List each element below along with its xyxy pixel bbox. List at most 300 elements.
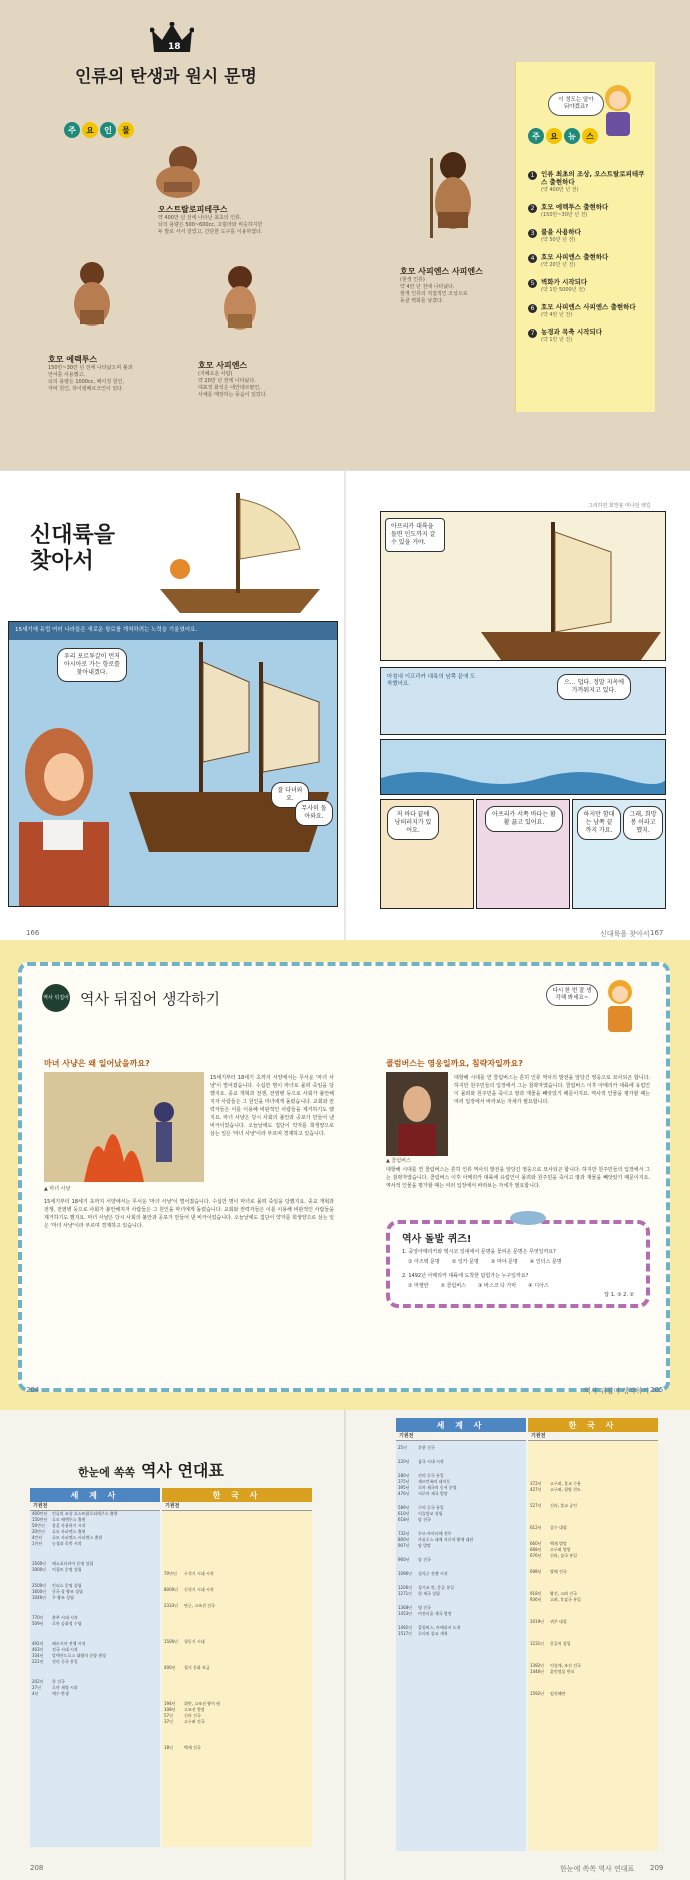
- era-label: 기원전: [162, 1502, 312, 1511]
- image-caption: ▲ 콜럼버스: [386, 1158, 411, 1164]
- panel-caption: 15세기에 유럽 여러 나라들은 새로운 항로를 개척하려는 노력을 기울였어요.: [15, 627, 198, 633]
- event: 명 건국: [418, 1605, 431, 1610]
- event: 신라, 불교 공인: [550, 1503, 577, 1508]
- speech-bubble: 잘 다녀와요.: [271, 782, 309, 808]
- caveman-illustration: [210, 262, 270, 352]
- quiz-options: [408, 1258, 562, 1265]
- speech-bubble: 으… 덥다. 정말 지옥에 가까워지고 있다.: [557, 674, 631, 700]
- event: 주 왕조 성립: [52, 1595, 74, 1600]
- year: 427년: [530, 1487, 542, 1492]
- page-number-right: 167: [650, 929, 664, 937]
- year: 2500년: [32, 1583, 47, 1588]
- year: 960년: [398, 1557, 410, 1562]
- spread-comic: [0, 470, 690, 940]
- title-main: 역사 연대표: [140, 1461, 224, 1480]
- quiz-answer: 답 1. ③ 2. ②: [604, 1292, 634, 1298]
- news-sub: (약 4만 년 전): [541, 312, 573, 318]
- news-text: 호모 사피엔스 출현하다: [541, 253, 609, 261]
- quiz-question: 2. 1492년 아메리카 대륙에 도착한 탐험가는 누구일까요?: [402, 1273, 529, 1279]
- event: 인류의 조상 오스트랄로피테쿠스 출현: [52, 1511, 118, 1516]
- event: 호모 사피엔스 출현: [52, 1529, 86, 1534]
- reader-character: [596, 82, 640, 142]
- event: 고구려, 불교 수용: [550, 1481, 581, 1486]
- event: 로마 공화정 수립: [52, 1621, 82, 1626]
- table-row: [396, 1491, 526, 1497]
- event: 루터의 종교 개혁: [418, 1631, 448, 1636]
- table-row: [528, 1503, 658, 1509]
- event: 페르시아 전쟁 시작: [52, 1641, 86, 1646]
- whale-icon: [508, 1206, 548, 1226]
- year: 27년: [32, 1685, 41, 1690]
- table-row: [30, 1541, 160, 1547]
- comic-panel: [8, 621, 338, 907]
- list-item: [528, 328, 650, 343]
- running-caption: 그러하면 희망봉 머나먼 뱃길: [588, 503, 651, 509]
- comic-panel: [380, 739, 666, 795]
- timeline-body: [162, 1511, 312, 1847]
- era-label: 기원전: [396, 1432, 526, 1441]
- spread-rethink: [0, 940, 690, 1410]
- badge-char: 요: [82, 122, 98, 138]
- table-row: [396, 1557, 526, 1563]
- event: 콜럼버스, 아메리카 도착: [418, 1625, 461, 1630]
- table-row: [396, 1459, 526, 1465]
- person-sub: (지혜로운 사람): [198, 371, 233, 377]
- speech-bubble: 아프리카 서쪽 바다는 활활 끓고 있어요.: [485, 806, 563, 832]
- section-logo: 역사 뒤집어: [42, 984, 70, 1012]
- quiz-title: 역사 돌발 퀴즈!: [402, 1234, 472, 1245]
- person-card: [400, 266, 512, 305]
- table-row: [30, 1621, 160, 1627]
- speech-bubble: 저 바다 끝에 낭떠러지가 있어요.: [387, 806, 439, 840]
- event: 원 제국 성립: [418, 1591, 440, 1596]
- news-text: 호모 에렉투스 출현하다: [541, 203, 609, 211]
- year: 527년: [530, 1503, 542, 1508]
- table-row: [162, 1745, 312, 1751]
- badge-char: 주: [528, 128, 544, 144]
- table-row: [30, 1659, 160, 1665]
- news-text: 호모 사피엔스 사피엔스 출현하다: [541, 303, 636, 311]
- news-text: 불을 사용하다: [541, 228, 581, 236]
- event: 삼국 시대 시작: [418, 1459, 444, 1464]
- guide-character: [600, 976, 640, 1036]
- quiz-question: 1. 중앙아메리카와 멕시코 일대에서 문명을 꽃피운 문명은 무엇일까요?: [402, 1249, 556, 1255]
- year: 37년: [164, 1719, 173, 1724]
- event: 고구려 건국: [184, 1719, 205, 1724]
- list-item: [528, 170, 650, 193]
- news-sub: (약 20만 년 전): [541, 262, 576, 268]
- event: 카롤루스 대제 서로마 황제 대관: [418, 1537, 474, 1542]
- table-row: [528, 1569, 658, 1575]
- year: 589년: [398, 1505, 410, 1510]
- year: 334년: [32, 1653, 44, 1658]
- column-header: 세 계 사: [396, 1418, 526, 1432]
- badge-char: 인: [100, 122, 116, 138]
- panel-narration: 마침내 이프리카 대륙의 남쪽 끝에 도착했어요.: [387, 674, 476, 687]
- fire-icon: [44, 1072, 204, 1182]
- timeline-korea-left: [162, 1488, 312, 1847]
- table-row: [396, 1445, 526, 1451]
- news-text: 농경과 목축 시작되다: [541, 328, 603, 336]
- running-head: 한눈에 쏙쏙 역사 연대표: [560, 1865, 635, 1873]
- year: 194년: [164, 1701, 176, 1706]
- key-people-badge: [64, 122, 134, 138]
- event: 칭기즈 칸, 몽골 통일: [418, 1585, 454, 1590]
- person-sub: (현생 인류): [400, 277, 425, 283]
- quiz-option[interactable]: ① 마젤란: [408, 1283, 429, 1289]
- year: 2333년: [164, 1603, 179, 1608]
- event: 중국 상 왕조 성립: [52, 1589, 83, 1594]
- event: 한 건국: [52, 1679, 65, 1684]
- year: 1600년: [32, 1589, 47, 1594]
- event: 고구려, 평양 천도: [550, 1487, 581, 1492]
- news-text: 인류 최초의 조상, 오스트랄로피테쿠스 출현하다: [541, 170, 645, 186]
- speech-bubble: 그래, 희망봉 이라고 했지.: [623, 806, 663, 840]
- speech-bubble: 다시 한 번 잘 생각해 봐세요~: [546, 984, 598, 1006]
- person-name: 호모 에렉투스: [48, 355, 98, 364]
- year: 220년: [398, 1459, 410, 1464]
- column-header: 한 국 사: [162, 1488, 312, 1502]
- person-name: 호모 사피엔스: [198, 361, 248, 370]
- list-item: [528, 253, 650, 268]
- year: 221년: [32, 1659, 44, 1664]
- title-line: 찾아서: [30, 549, 94, 574]
- quiz-option[interactable]: ④ 디아스: [528, 1283, 549, 1289]
- event: 알렉산드로스 대왕의 동방 원정: [52, 1653, 107, 1658]
- year: 918년: [530, 1591, 542, 1596]
- person-desc: 동굴 벽화를 남겼다.: [400, 298, 444, 304]
- year: 8000년: [164, 1587, 179, 1592]
- caveman-illustration: [62, 258, 122, 348]
- page-number-left: 166: [26, 929, 40, 937]
- person-desc: 현재 인류의 직접적인 조상으로: [400, 291, 468, 297]
- year: 1019년: [530, 1619, 545, 1624]
- news-badge: [528, 128, 598, 144]
- person-desc: 약 4만 년 전에 나타났다.: [400, 284, 455, 290]
- event: 십자군 전쟁 시작: [418, 1571, 448, 1576]
- timeline-body: [528, 1441, 658, 1851]
- left-text-continued: 15세기부터 18세기 초까지 서양에서는 무서운 '마녀 사냥'이 벌어졌습니다. 수십만 명이 마녀로 몰려 죽임을 당했지요. 종교 개혁과 전쟁, 전염병 등으로 사회가 불안해지자 사람들은 그 원인을 마녀에게 돌렸습니다. 교회와 권력자들은 이를 이용해 비판적인 사람들을 제거하기도 했지요. 마녀 사냥은 당시 사회의 불안과 공포가 만들어 낸 비극이었습니다. 오늘날에도 집단이 약자를 희생양으로 삼는 일은 '마녀 사냥'이라 부르며 경계하고 있습니다.: [44, 1199, 334, 1229]
- table-row: [30, 1691, 160, 1697]
- year: 492년: [32, 1641, 44, 1646]
- event: 진의 중국 통일: [418, 1473, 444, 1478]
- event: 농경과 목축 시작: [52, 1541, 82, 1546]
- table-row: [396, 1591, 526, 1597]
- event: 진의 중국 통일: [52, 1659, 78, 1664]
- title-prefix: 한눈에 쏙쏙: [78, 1466, 135, 1479]
- year: 1368년: [398, 1605, 413, 1610]
- sailing-ship-illustration: [461, 522, 661, 661]
- year: 3500년: [32, 1561, 47, 1566]
- event: 인더스 문명 성립: [52, 1583, 82, 1588]
- table-row: [528, 1553, 658, 1559]
- event: 위만, 고조선 왕이 됨: [184, 1701, 220, 1706]
- year: 1096년: [398, 1571, 413, 1576]
- comic-panel: [380, 511, 666, 661]
- page-number-right: 205: [650, 1386, 664, 1394]
- badge-char: 뉴: [564, 128, 580, 144]
- event: 신라 건국: [184, 1713, 201, 1718]
- person-name: 오스트랄로피테쿠스: [158, 205, 228, 214]
- news-text: 벽화가 시작되다: [541, 278, 588, 286]
- event: 비잔티움 제국 멸망: [418, 1611, 452, 1616]
- year: 1492년: [398, 1625, 413, 1630]
- event: 당 멸망: [418, 1543, 431, 1548]
- event: 고려, 후삼국 통일: [550, 1597, 581, 1602]
- year: 476년: [398, 1491, 410, 1496]
- table-row: [396, 1571, 526, 1577]
- event: 청동기 시대: [184, 1639, 205, 1644]
- year: 18년: [164, 1745, 173, 1750]
- speech-bubble: 우리 포르투갈이 먼저 아시아로 가는 항로를 찾아내겠다.: [57, 648, 127, 682]
- event: 호모 에렉투스 출현: [52, 1517, 86, 1522]
- person-desc: 언어를 사용했고,: [48, 372, 85, 378]
- item-number: 1: [528, 171, 537, 180]
- chapter-number: 18: [168, 42, 181, 52]
- person-desc: 약 20만 년 전에 나타났다.: [198, 378, 256, 384]
- year: 4년: [32, 1691, 39, 1696]
- page-title: 인류의 탄생과 원시 문명: [75, 67, 257, 87]
- table-row: [528, 1487, 658, 1493]
- year: 1392년: [530, 1663, 545, 1668]
- year: 1500년: [164, 1639, 179, 1644]
- person-desc: 사체를 매장하는 풍습이 있었다.: [198, 392, 268, 398]
- year: 612년: [530, 1525, 542, 1530]
- spread-timeline: [0, 1410, 690, 1880]
- year: 372년: [530, 1481, 542, 1486]
- table-row: [396, 1611, 526, 1617]
- list-item: [528, 303, 650, 318]
- item-number: 2: [528, 204, 537, 213]
- year: 4만년: [32, 1535, 43, 1540]
- column-header: 세 계 사: [30, 1488, 160, 1502]
- year: 57년: [164, 1713, 173, 1718]
- event: 이집트 문명 성립: [52, 1567, 82, 1572]
- event: 몽골의 침입: [550, 1641, 571, 1646]
- year: 50만년: [32, 1523, 45, 1528]
- year: 400년: [164, 1665, 176, 1670]
- right-text-continued: 대항해 시대를 연 콜럼버스는 흔히 인류 역사의 발전을 앞당긴 영웅으로 묘사되곤 합니다. 하지만 원주민들의 입장에서 그는 침략자였습니다. 콜럼버스 이후 아메리카 대륙에 유럽인이 몰려와 원주민을 죽이고 땅과 재물을 빼앗았기 때문이지요. 역사적 인물을 평가할 때는 여러 입장에서 바라보는 자세가 필요합니다.: [386, 1167, 650, 1189]
- caveman-illustration: [148, 142, 218, 202]
- year: 1453년: [398, 1611, 413, 1616]
- page-number-right: 209: [650, 1864, 664, 1872]
- event: 당 건국: [418, 1517, 431, 1522]
- event: 춘추 시대 시작: [52, 1615, 78, 1620]
- event: 게르만족의 대이동: [418, 1479, 451, 1484]
- item-number: 5: [528, 279, 537, 288]
- table-row: [162, 1587, 312, 1593]
- person-name: 호모 사피엔스 사피엔스: [400, 267, 483, 276]
- event: 이슬람교 성립: [418, 1511, 443, 1516]
- news-sub: (150만~30만 년 전): [541, 212, 588, 218]
- timeline-title: [78, 1458, 224, 1481]
- quiz-option[interactable]: ① 아즈텍 문명: [408, 1259, 440, 1265]
- event: 고구려 멸망: [550, 1547, 571, 1552]
- table-row: [528, 1619, 658, 1625]
- table-row: [396, 1517, 526, 1523]
- person-card: [158, 204, 298, 236]
- news-sub: (약 50만 년 전): [541, 237, 576, 243]
- year: 1446년: [530, 1669, 545, 1674]
- year: 660년: [530, 1541, 542, 1546]
- speech-bubble: 이 정도는 알아 둬야겠죠?: [548, 92, 604, 116]
- speech-bubble: 아프리카 대륙을 돌면 인도까지 갈 수 있을 거야.: [385, 518, 445, 552]
- title-line: 신대륙을: [30, 523, 116, 548]
- spread-prehistory: [0, 0, 690, 470]
- table-row: [162, 1665, 312, 1671]
- year: 150만년: [32, 1517, 48, 1522]
- badge-char: 물: [118, 122, 134, 138]
- table-row: [30, 1595, 160, 1601]
- era-label: 기원전: [30, 1502, 160, 1511]
- table-row: [162, 1603, 312, 1609]
- year: 732년: [398, 1531, 410, 1536]
- event: 메소포타미아 문명 성립: [52, 1561, 94, 1566]
- year: 1517년: [398, 1631, 413, 1636]
- ship-illustration: [140, 489, 340, 619]
- news-sub: (약 1만 5000년 전): [541, 287, 585, 293]
- year: 403년: [32, 1647, 44, 1652]
- event: 로마 제정 시작: [52, 1685, 78, 1690]
- badge-char: 주: [64, 122, 80, 138]
- year: 202년: [32, 1679, 44, 1684]
- event: 살수 대첩: [550, 1525, 567, 1530]
- table-row: [528, 1641, 658, 1647]
- list-item: [528, 203, 650, 218]
- table-row: [162, 1639, 312, 1645]
- quiz-option[interactable]: ② 콜럼버스: [440, 1283, 466, 1289]
- page-number-left: 208: [30, 1864, 44, 1872]
- event: 백제 멸망: [550, 1541, 567, 1546]
- year: 698년: [530, 1569, 542, 1574]
- table-row: [396, 1543, 526, 1549]
- year: 907년: [398, 1543, 410, 1548]
- year: 509년: [32, 1621, 44, 1626]
- quiz-box: [386, 1220, 650, 1308]
- person-desc: 150만~30만 년 전에 나타났으며 불과: [48, 365, 133, 371]
- table-row: [396, 1631, 526, 1637]
- person-desc: 두 발로 서서 걸었고, 간단한 도구를 이용하였다.: [158, 229, 263, 235]
- badge-char: 요: [546, 128, 562, 144]
- event: 신석기 시대 시작: [184, 1587, 214, 1592]
- running-head: 역사 뒤집어 생각하기: [584, 1387, 650, 1395]
- timeline-body: [396, 1441, 526, 1851]
- timeline-world-left: [30, 1488, 160, 1847]
- event: 백제 건국: [184, 1745, 201, 1750]
- comic-panel: [476, 799, 570, 909]
- timeline-korea-right: [528, 1418, 658, 1851]
- list-item: [528, 228, 650, 243]
- right-heading: 콜럼버스는 영웅일까요, 침략자일까요?: [386, 1059, 523, 1068]
- news-list: [528, 170, 650, 353]
- person-card: [198, 360, 318, 399]
- year: 1592년: [530, 1691, 545, 1696]
- event: 후한 건국: [418, 1445, 435, 1450]
- sea-illustration: [381, 760, 666, 795]
- year: 108년: [164, 1707, 176, 1712]
- column-header: 한 국 사: [528, 1418, 658, 1432]
- page-spine: [344, 471, 346, 940]
- table-row: [162, 1719, 312, 1725]
- left-text: 15세기부터 18세기 초까지 서양에서는 무서운 '마녀 사냥'이 벌어졌습니다. 수십만 명이 마녀로 몰려 죽임을 당했지요. 종교 개혁과 전쟁, 전염병 등으로 사회가 불안해지자 사람들은 그 원인을 마녀에게 돌렸습니다. 교회와 권력자들은 이를 이용해 비판적인 사람들을 제거하기도 했지요. 마녀 사냥은 당시 사회의 불안과 공포가 만들어 낸 비극이었습니다. 오늘날에도 집단이 약자를 희생양으로 삼는 일은 '마녀 사냥'이라 부르며 경계하고 있습니다.: [210, 1075, 334, 1137]
- year: 1046년: [32, 1595, 47, 1600]
- event: 훈민정음 반포: [550, 1669, 575, 1674]
- caveman-illustration: [418, 148, 488, 263]
- event: 호모 사피엔스 사피엔스 출현: [52, 1535, 103, 1540]
- person-desc: 약 400만 년 전에 나타난 최초의 인류.: [158, 215, 242, 221]
- event: 수의 중국 통일: [418, 1505, 444, 1510]
- year: 1만년: [32, 1541, 43, 1546]
- comic-panel: [380, 799, 474, 909]
- year: 618년: [398, 1517, 410, 1522]
- year: 20만년: [32, 1529, 45, 1534]
- list-item: [528, 278, 650, 293]
- quiz-option[interactable]: ③ 바스코 다 가마: [477, 1283, 517, 1289]
- event: 투르-푸아티에 전투: [418, 1531, 452, 1536]
- event: 송 건국: [418, 1557, 431, 1562]
- event: 발해 건국: [550, 1569, 567, 1574]
- year: 800년: [398, 1537, 410, 1542]
- left-heading: 마녀 사냥은 왜 일어났을까요?: [44, 1059, 150, 1068]
- captain-illustration: [9, 702, 139, 907]
- item-number: 3: [528, 229, 537, 238]
- news-sub: (약 400만 년 전): [541, 187, 579, 193]
- image-caption: ▲ 마녀 사냥: [44, 1186, 71, 1192]
- portrait-icon: [386, 1072, 448, 1156]
- timeline-world-right: [396, 1418, 526, 1851]
- table-row: [528, 1597, 658, 1603]
- witch-hunt-image: [44, 1072, 204, 1182]
- comic-title: [30, 523, 115, 575]
- person-card: [48, 354, 188, 393]
- news-sub: (약 1만 년 전): [541, 337, 573, 343]
- quiz-options: [408, 1282, 549, 1289]
- event: 단군, 고조선 건국: [184, 1603, 215, 1608]
- item-number: 6: [528, 304, 537, 313]
- person-desc: 뇌의 용량은 500~600cc, 고릴라와 비슷하지만: [158, 222, 263, 228]
- comic-panel: [380, 667, 666, 735]
- quiz-option[interactable]: ③ 마야 문명: [490, 1259, 518, 1265]
- page-spine: [344, 1410, 346, 1880]
- event: 서로마 제국 멸망: [418, 1491, 448, 1496]
- event: 구석기 시대 시작: [184, 1571, 214, 1576]
- person-desc: 자바 원인, 하이델베르크인이 있다.: [48, 386, 124, 392]
- year: 1271년: [398, 1591, 413, 1596]
- event: 귀주 대첩: [550, 1619, 567, 1624]
- page-number-left: 204: [26, 1386, 40, 1394]
- speech-bubble: 하지만 함대는 남쪽 끝까지 가요.: [577, 806, 621, 840]
- event: 임진왜란: [550, 1691, 566, 1696]
- year: 25년: [398, 1445, 407, 1450]
- table-row: [30, 1567, 160, 1573]
- year: 400만년: [32, 1511, 48, 1516]
- quiz-option[interactable]: ④ 인더스 문명: [529, 1259, 562, 1265]
- table-row: [162, 1571, 312, 1577]
- era-label: 기원전: [528, 1432, 658, 1441]
- table-row: [528, 1691, 658, 1697]
- speech-bubble: 무사히 돌아와요.: [295, 800, 333, 826]
- section-title: 역사 뒤집어 생각하기: [80, 990, 220, 1008]
- quiz-option[interactable]: ② 잉카 문명: [451, 1259, 479, 1265]
- event: 이성계, 조선 건국: [550, 1663, 581, 1668]
- item-number: 7: [528, 329, 537, 338]
- item-number: 4: [528, 254, 537, 263]
- year: 1231년: [530, 1641, 545, 1646]
- table-row: [528, 1669, 658, 1675]
- year: 3000년: [32, 1567, 47, 1572]
- year: 70만년: [164, 1571, 177, 1576]
- year: 375년: [398, 1479, 410, 1484]
